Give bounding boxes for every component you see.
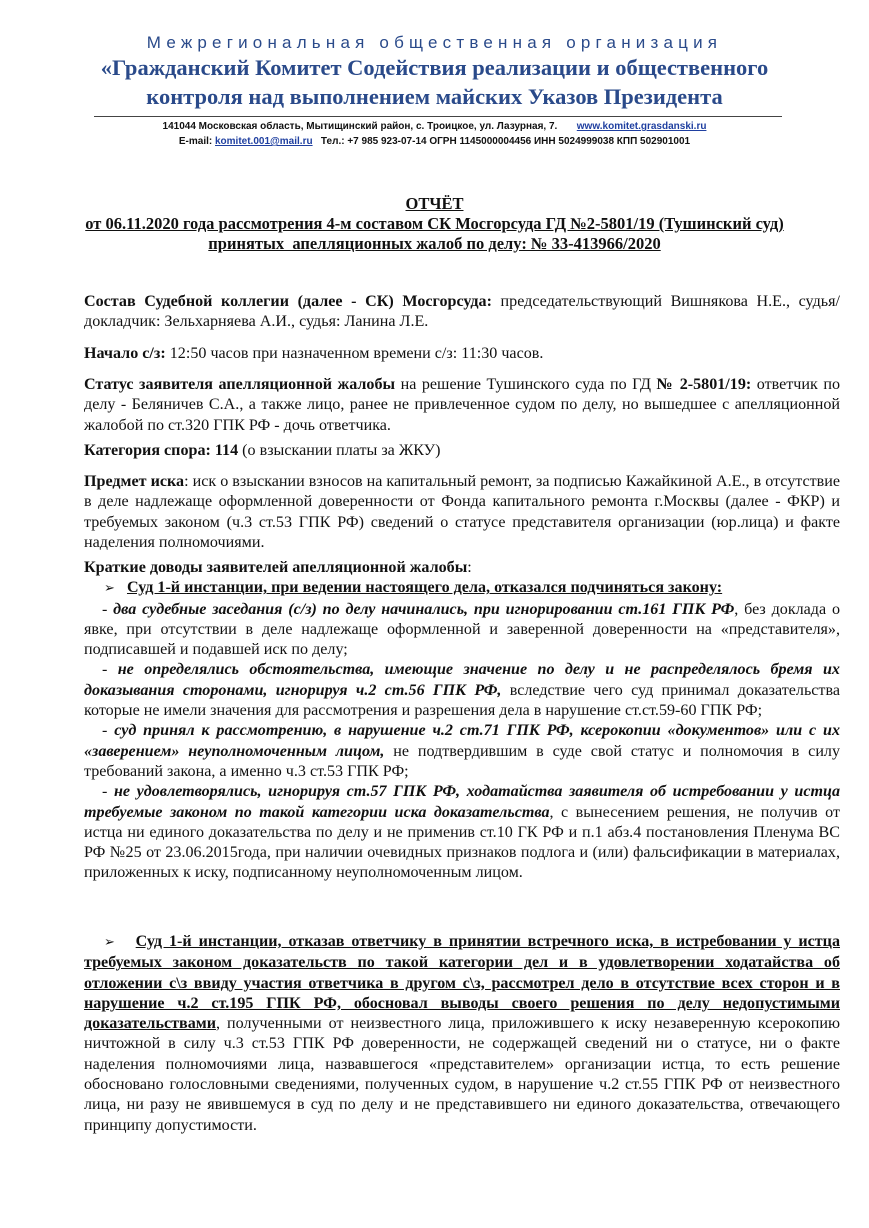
argument-4-emphasis: не удовлетворялись, игнорируя ст.57 ГПК РФ, ходатайства заявителя об истребовании у истца требуемые законом по такой категории иска доказательства <box>84 783 840 821</box>
bullet-2-heading: Суд 1-й инстанции, отказав ответчику в принятии встречного иска, в истребовании у истца требуемых законом доказательств по такой категории дел и в удовлетворении ходатайства об отложении с\з ввиду участия ответчика в другом с\з, рассмотрел дело в отсутствие всех сторон и в нарушение ч.2 ст.195 ГПК РФ, обосновал выводы своего решения по делу недопустимыми доказательствами <box>84 933 840 1033</box>
argument-2 <box>84 660 840 721</box>
argument-1 <box>84 600 840 661</box>
email-label: E-mail: <box>178 136 213 147</box>
org-name-line-2: контроля над выполнением майских Указов Президента <box>146 84 723 109</box>
section-appeal-arguments <box>84 558 840 884</box>
website-link[interactable]: www.komitet.grasdanski.ru <box>576 121 707 132</box>
bullet-2-text: , полученными от неизвестного лица, приложившего к иску незаверенную ксерокопию ничтожной в силу ч.3 ст.53 ГПК РФ доверенности, не содержащей сведений ни о статусе, ни о факте наделения полномочиями лица, назвавшегося «представителем» организации истца, то есть решение обосновано голословными сведениями, полученных судом, в нарушение ч.2 ст.55 ГПК РФ от неизвестного лица, ни разу не явившемуся в суд по делу и не представившего ни единого доказательства, отвечающего принципу допустимости. <box>84 1015 840 1134</box>
arrow-bullet-icon: ➢ <box>104 935 115 950</box>
argument-3-lead: - <box>102 722 115 740</box>
paragraph-dispute-category <box>84 441 840 461</box>
argument-1-lead: - <box>102 600 114 618</box>
appellant-status-text: ответчик по делу - Беляничев С.А., а также лицо, ранее не привлеченное судом по делу, но вышедшее с апелляционной жалобой по ст.320 ГПК РФ - дочь ответчика. <box>84 376 841 434</box>
org-address-line <box>0 121 869 132</box>
argument-4-lead: - <box>102 783 114 801</box>
appeal-arguments-label: Краткие доводы заявителей апелляционной жалобы <box>84 559 468 576</box>
paragraph-court-composition <box>84 292 840 333</box>
paragraph-claim-subject <box>84 472 840 553</box>
argument-1-emphasis: два судебные заседания (с/з) по делу начинались, при игнорировании ст.161 ГПК РФ <box>113 600 735 618</box>
appeal-arguments-colon: : <box>467 559 472 576</box>
phone-and-ids: Тел.: +7 985 923-07-14 ОГРН 1145000004456 ИНН 5024999038 КПП 502901001 <box>320 136 691 147</box>
argument-3-text: не подтвердившим в суде свой статус и полномочия в силу требований закона, а именно ч.3 ст.53 ГПК РФ; <box>84 742 841 780</box>
paragraph-appellant-status <box>84 375 840 436</box>
paragraph-session-start <box>84 344 840 364</box>
report-subtitle-line-1: от 06.11.2020 года рассмотрения 4-м составом СК Мосгорсуда ГД №2-5801/19 (Тушинский суд) <box>85 214 784 233</box>
session-start-label: Начало с/з: <box>84 345 166 362</box>
argument-4 <box>84 782 840 883</box>
argument-2-emphasis: не определялись обстоятельства, имеющие значение по делу и не распределялось бремя их доказывания сторонами, игнорируя ч.2 ст.56 ГПК РФ, <box>84 661 840 699</box>
bullet-1-heading: Суд 1-й инстанции, при ведении настоящего дела, отказался подчиняться закону: <box>126 579 723 597</box>
dispute-category-label: Категория спора: 114 <box>84 442 239 459</box>
claim-subject-label: Предмет иска <box>84 473 185 490</box>
argument-4-text: , с вынесением решения, не получив от истца ни единого доказательства по делу и не применив ст.10 ГК РФ и п.1 абз.4 постановления Пленума ВС РФ №25 от 23.06.2015года, при наличии очевидных признаков подлога и (или) фальсификации в материалах, приложенных к иску, подписанному неуполномоченным лицом. <box>84 803 840 882</box>
header-divider <box>94 116 782 117</box>
org-type-heading: Межрегиональная общественная организация <box>146 33 723 52</box>
appellant-case-number: № 2-5801/19: <box>656 376 752 393</box>
arrow-bullet-icon: ➢ <box>104 581 115 597</box>
appellant-status-mid: на решение Тушинского суда по ГД <box>395 376 657 393</box>
email-link[interactable]: komitet.001@mail.ru <box>215 136 313 147</box>
session-start-text: 12:50 часов при назначенном времени с/з: 11:30 часов. <box>165 345 544 362</box>
org-address: 141044 Московская область, Мытищинский район, с. Троицкое, ул. Лазурная, 7. <box>162 121 558 132</box>
report-title: ОТЧЁТ <box>405 194 464 213</box>
argument-2-text: вследствие чего суд принимал доказательства которые не имели значения для рассмотрения и разрешения дела в нарушение ст.ст.59-60 ГПК РФ; <box>84 681 840 720</box>
argument-3-emphasis: суд принял к рассмотрению, в нарушение ч.2 ст.71 ГПК РФ, ксерокопии «документов» или с их «заверением» неуполномоченным лицом, <box>84 722 840 760</box>
dispute-category-text: (о взыскании платы за ЖКУ) <box>238 442 441 459</box>
court-composition-text: председательствующий Вишнякова Н.Е., судья/докладчик: Зельхарняева А.И., судья: Ланина Л.Е. <box>84 293 840 331</box>
section-bullet-2 <box>84 932 840 1136</box>
court-composition-label: Состав Судебной коллегии (далее - СК) Мосгорсуда: <box>84 293 492 310</box>
argument-3 <box>84 721 840 782</box>
argument-1-text: , без доклада о явке, при отсутствии в деле надлежаще оформленной и заверенной доверенности на «представителя», подписавшей и подавшей иск по делу; <box>84 600 840 659</box>
claim-subject-text: : иск о взыскании взносов на капитальный ремонт, за подписью Кажайкиной А.Е., в отсутствие в деле надлежаще оформленной доверенности от Фонда капитального ремонта г.Москвы (далее - ФКР) и требуемых законом (ч.3 ст.53 ГПК РФ) сведений о статусе представителя организации (юр.лица) и факте наделения полномочиями. <box>84 473 841 551</box>
report-subtitle-line-2: принятых апелляционных жалоб по делу: № 33-413966/2020 <box>208 234 661 253</box>
org-contacts-line <box>0 136 869 147</box>
argument-2-lead: - <box>102 661 118 679</box>
appellant-status-label: Статус заявителя апелляционной жалобы <box>84 376 396 393</box>
org-name-line-1: «Гражданский Комитет Содействия реализации и общественного <box>100 55 769 80</box>
